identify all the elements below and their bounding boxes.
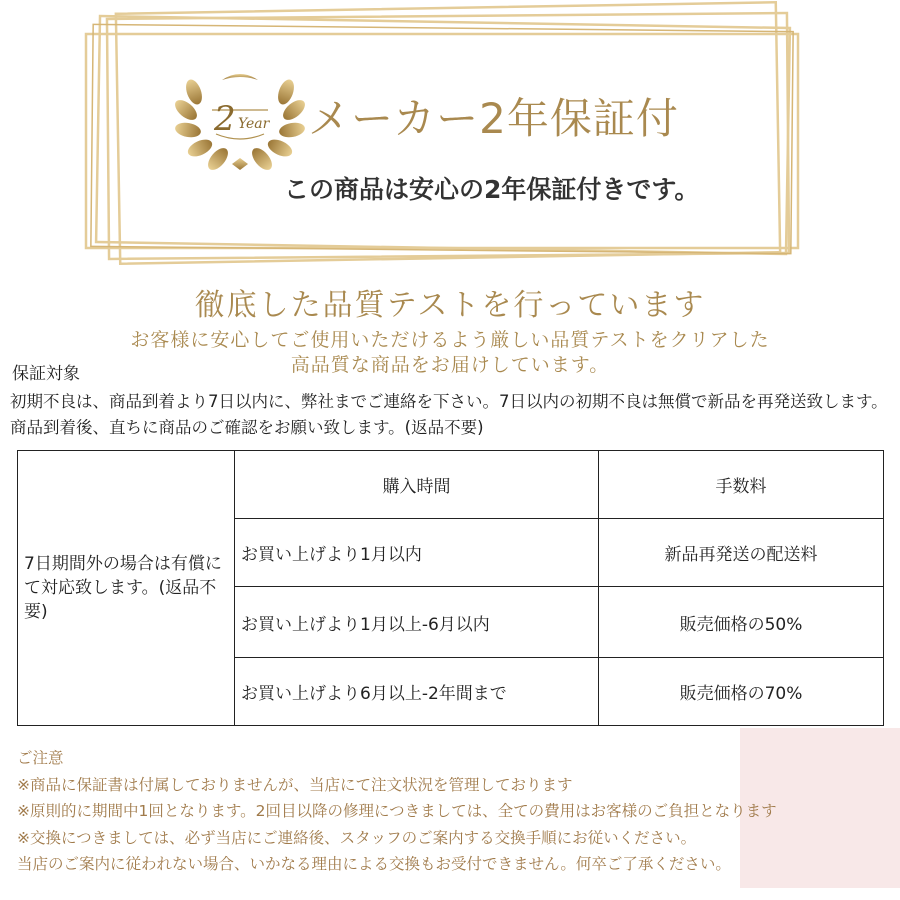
warranty-fee-table	[17, 450, 884, 726]
note-item: ※原則的に期間中1回となります。2回目以降の修理につきましては、全ての費用はお客様のご負担となります	[17, 802, 777, 820]
banner-subtitle: この商品は安心の2年保証付きです。	[284, 175, 700, 204]
quality-description	[0, 328, 900, 378]
header-fee: 手数料	[599, 451, 884, 519]
period-cell: お買い上げより6月以上-2年間まで	[235, 657, 599, 725]
header-purchase-time: 購入時間	[235, 451, 599, 519]
note-item: ※交換につきましては、必ず当店にご連絡後、スタッフのご案内する交換手順にお従いください。	[17, 828, 697, 847]
fee-cell: 販売価格の50%	[599, 587, 884, 657]
banner-title: メーカー2年保証付	[308, 94, 679, 143]
laurel-wreath-icon	[172, 62, 308, 172]
condition-cell: 7日期間外の場合は有償にて対応致します。(返品不要)	[18, 451, 235, 726]
policy-text: 初期不良は、商品到着より7日以内に、弊社までご連絡を下さい。7日以内の初期不良は無償で新品を再発送致します。商品到着後、直ちに商品のご確認をお願い致します。(返品不要)	[10, 392, 888, 437]
notes-section	[17, 745, 897, 878]
badge-word: Year	[238, 116, 270, 132]
section-label-warranty: 保証対象	[12, 364, 80, 384]
quality-desc-line: 高品質な商品をお届けしています。	[290, 354, 610, 376]
quality-desc-line: お客様に安心してご使用いただけるよう厳しい品質テストをクリアした	[130, 329, 770, 351]
table-header-row	[18, 451, 884, 519]
fee-cell: 新品再発送の配送料	[599, 519, 884, 587]
fee-cell: 販売価格の70%	[599, 657, 884, 725]
period-cell: お買い上げより1月以上-6月以内	[235, 587, 599, 657]
period-cell: お買い上げより1月以内	[235, 519, 599, 587]
notes-title: ご注意	[17, 749, 64, 767]
note-item: ※商品に保証書は付属しておりませんが、当店にて注文状況を管理しております	[17, 775, 573, 794]
note-item: 当店のご案内に従われない場合、いかなる理由による交換もお受付できません。何卒ご了承ください。	[17, 855, 731, 873]
quality-title: 徹底した品質テストを行っています	[194, 288, 706, 323]
badge-number: 2	[214, 99, 236, 139]
